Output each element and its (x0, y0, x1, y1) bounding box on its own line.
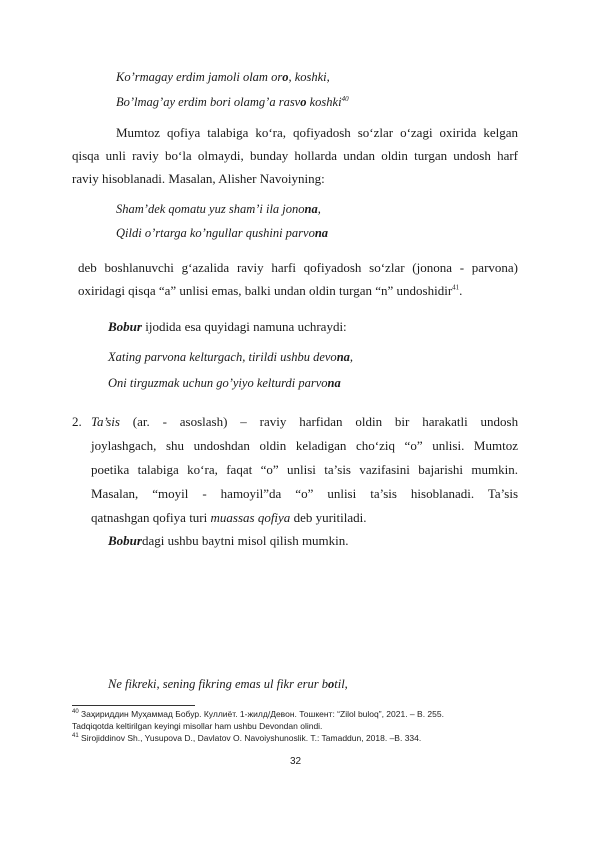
footnote: $^{40}$ Заҳириддин Муҳаммад Бобур. Куллиёт. 1-жилд/Девон. Тошкент: “Zilol buloq”, 2021. – B. 255. (72, 709, 444, 719)
term: Ta’sis (91, 414, 120, 429)
poem-line: Ne fikreki, sening fikring emas ul fikr erur botil, (108, 677, 348, 691)
paragraph-line: qatnashgan qofiya turi muassas qofiya deb yuritiladi. (91, 510, 367, 525)
paragraph-line: Bobur ijodida esa quyidagi namuna uchraydi: (108, 319, 347, 334)
paragraph-line: deb boshlanuvchi g‘azalida raviy harfi qofiyadosh so‘zlar (jonona - parvona) (78, 260, 518, 275)
poem-line: Xating parvona kelturgach, tirildi ushbu devona, (108, 350, 354, 364)
paragraph-line: oxiridagi qisqa “a” unlisi emas, balki undan oldin turgan “n” undoshidir$^{41}$. (78, 283, 463, 298)
paragraph-line: Ta’sis (ar. - asoslash) – raviy harfidan oldin bir harakatli undosh (91, 414, 519, 429)
poem-line: Ko’rmagay erdim jamoli olam oro, koshki, (116, 70, 330, 84)
poem-line: Bo’lmag’ay erdim bori olamg’a rasvo koshki$^{40}$ (116, 94, 349, 109)
paragraph-line: qisqa unli raviy bo‘la olmaydi, bunday hollarda undan oldin turgan undosh harf (72, 148, 518, 163)
footnote-separator (72, 705, 195, 706)
footnote: Tadqiqotda keltirilgan keyingi misollar ham ushbu Devondan olindi. (72, 721, 323, 731)
paragraph-line: poetika talabiga ko‘ra, faqat “o” unlisi ta’sis vazifasini bajarishi mumkin. (91, 462, 518, 477)
author-name: Bobur (108, 319, 142, 334)
paragraph-line: Masalan, “moyil - hamoyil”da “o” unlisi ta’sis hisoblanadi. Ta’sis (91, 486, 518, 501)
poem-line: Oni tirguzmak uchun go’yiyo kelturdi parvona (108, 376, 341, 390)
paragraph-line: Mumtoz qofiya talabiga ko‘ra, qofiyadosh so‘zlar o‘zagi oxirida kelgan (116, 125, 518, 140)
page-number: 32 (290, 756, 302, 767)
footnote: $^{41}$ Sirojiddinov Sh., Yusupova D., Davlatov O. Navoiyshunoslik. T.: Tamaddun, 2018. –B. 334. (72, 733, 422, 743)
term: muassas qofiya (210, 510, 291, 525)
list-number: 2. (72, 414, 82, 429)
paragraph-line: Boburdagi ushbu baytni misol qilish mumkin. (108, 533, 349, 548)
footnote-ref: 41 (452, 283, 460, 292)
footnote-ref: 40 (341, 94, 349, 103)
author-name: Bobur (108, 533, 142, 548)
poem-line: Sham’dek qomatu yuz sham’i ila jonona, (116, 202, 321, 216)
paragraph-line: joylashgach, shu undoshdan oldin keladigan cho‘ziq “o” unlisi. Mumtoz (91, 438, 518, 453)
poem-line: Qildi o’rtarga ko’ngullar qushini parvona (116, 226, 329, 240)
paragraph-line: raviy hisoblanadi. Masalan, Alisher Navoiyning: (72, 171, 325, 186)
